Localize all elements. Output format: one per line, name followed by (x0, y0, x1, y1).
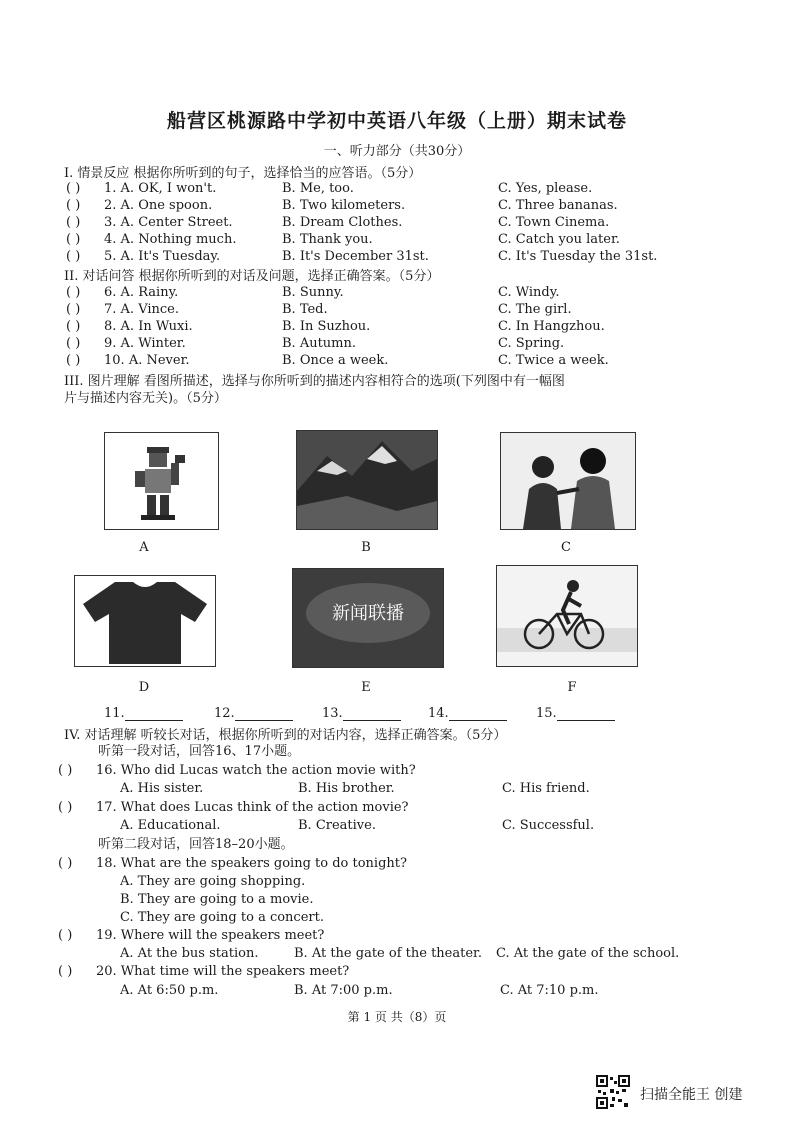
option-c: C. The girl. (498, 302, 572, 317)
picture-label-f: F (567, 680, 577, 695)
picture-label-c: C (561, 540, 571, 555)
option-c: C. At 7:10 p.m. (500, 983, 599, 998)
answer-blank-14[interactable]: 14. (428, 706, 507, 721)
question-20: ( ) 20. What time will the speakers meet? (58, 964, 350, 979)
two-women-icon (501, 433, 635, 529)
answer-blank-13[interactable]: 13. (322, 706, 401, 721)
option-c: C. At the gate of the school. (496, 946, 680, 961)
mountain-landscape-icon (297, 431, 437, 529)
picture-label-b: B (361, 540, 371, 555)
picture-b (296, 430, 438, 530)
picture-e (292, 568, 444, 668)
question-18: ( ) 18. What are the speakers going to do tonight? (58, 856, 407, 871)
page-footer: 第 1 页 共（8）页 (347, 1010, 447, 1024)
listen-instruction-2: 听第二段对话，回答18–20小题。 (98, 837, 294, 852)
option-b: B. Dream Clothes. (282, 215, 403, 230)
option-b: B. Sunny. (282, 285, 344, 300)
picture-f (496, 565, 638, 667)
news-broadcast-icon (293, 569, 443, 667)
question-row: ( ) 7. A. Vince. (66, 302, 179, 317)
option-a: A. Educational. (120, 818, 221, 833)
robot-icon (105, 433, 218, 529)
answer-blank-15[interactable]: 15. (536, 706, 615, 721)
option-b: B. At 7:00 p.m. (294, 983, 393, 998)
question-row: ( ) 4. A. Nothing much. (66, 232, 237, 247)
option-c: C. Windy. (498, 285, 560, 300)
question-row: ( ) 8. A. In Wuxi. (66, 319, 193, 334)
cyclist-icon (497, 566, 637, 666)
question-16: ( ) 16. Who did Lucas watch the action movie with? (58, 763, 416, 778)
question-row: ( ) 3. A. Center Street. (66, 215, 233, 230)
option-c: C. They are going to a concert. (120, 910, 324, 925)
scanner-brand-text: 扫描全能王 创建 (640, 1087, 743, 1103)
question-row: ( ) 10. A. Never. (66, 353, 190, 368)
option-b: B. At the gate of the theater. (294, 946, 482, 961)
question-row: ( ) 9. A. Winter. (66, 336, 186, 351)
part-heading: 一、听力部分（共30分） (323, 144, 471, 159)
section-2-heading: II. 对话问答 根据你所听到的对话及问题，选择正确答案。（5分） (64, 269, 440, 284)
option-b: B. Me, too. (282, 181, 354, 196)
option-a: A. They are going shopping. (120, 874, 306, 889)
option-b: B. It's December 31st. (282, 249, 429, 264)
option-c: C. Twice a week. (498, 353, 609, 368)
option-b: B. In Suzhou. (282, 319, 371, 334)
option-c: C. Successful. (502, 818, 595, 833)
option-a: A. At the bus station. (120, 946, 259, 961)
picture-d (74, 575, 216, 667)
section-4-heading: IV. 对话理解 听较长对话，根据你所听到的对话内容，选择正确答案。（5分） (64, 728, 507, 743)
question-row: ( ) 5. A. It's Tuesday. (66, 249, 221, 264)
option-c: C. It's Tuesday the 31st. (498, 249, 658, 264)
picture-label-a: A (139, 540, 149, 555)
picture-c (500, 432, 636, 530)
question-19: ( ) 19. Where will the speakers meet? (58, 928, 325, 943)
option-b: B. Creative. (298, 818, 376, 833)
picture-a (104, 432, 219, 530)
option-a: A. His sister. (120, 781, 204, 796)
option-b: B. Thank you. (282, 232, 373, 247)
option-c: C. Spring. (498, 336, 565, 351)
option-c: C. Yes, please. (498, 181, 593, 196)
option-c: C. His friend. (502, 781, 590, 796)
option-b: B. Autumn. (282, 336, 357, 351)
picture-label-e: E (361, 680, 371, 695)
option-c: C. Town Cinema. (498, 215, 610, 230)
option-c: C. Three bananas. (498, 198, 618, 213)
question-row: ( ) 2. A. One spoon. (66, 198, 213, 213)
option-b: B. Once a week. (282, 353, 389, 368)
tshirt-icon (75, 576, 215, 666)
option-c: C. Catch you later. (498, 232, 620, 247)
exam-title: 船营区桃源路中学初中英语八年级（上册）期末试卷 (166, 110, 627, 132)
answer-blank-11[interactable]: 11. (104, 706, 183, 721)
section-1-heading: I. 情景反应 根据你所听到的句子，选择恰当的应答语。（5分） (64, 166, 422, 181)
news-text: 新闻联播 (332, 603, 404, 624)
option-b: B. His brother. (298, 781, 395, 796)
section-3-heading: III. 图片理解 看图所描述，选择与你所听到的描述内容相符合的选项(下列图中有一幅图 (64, 374, 565, 389)
answer-blank-12[interactable]: 12. (214, 706, 293, 721)
listen-instruction-1: 听第一段对话，回答16、17小题。 (98, 744, 301, 759)
option-b: B. Ted. (282, 302, 328, 317)
picture-label-d: D (138, 680, 150, 695)
option-c: C. In Hangzhou. (498, 319, 605, 334)
question-row: ( ) 6. A. Rainy. (66, 285, 179, 300)
question-17: ( ) 17. What does Lucas think of the action movie? (58, 800, 409, 815)
question-row: ( ) 1. A. OK, I won't. (66, 181, 217, 196)
section-3-heading-cont: 片与描述内容无关)。（5分） (64, 391, 227, 406)
option-b: B. They are going to a movie. (120, 892, 314, 907)
qr-code-icon (596, 1075, 630, 1109)
option-b: B. Two kilometers. (282, 198, 406, 213)
option-a: A. At 6:50 p.m. (120, 983, 219, 998)
